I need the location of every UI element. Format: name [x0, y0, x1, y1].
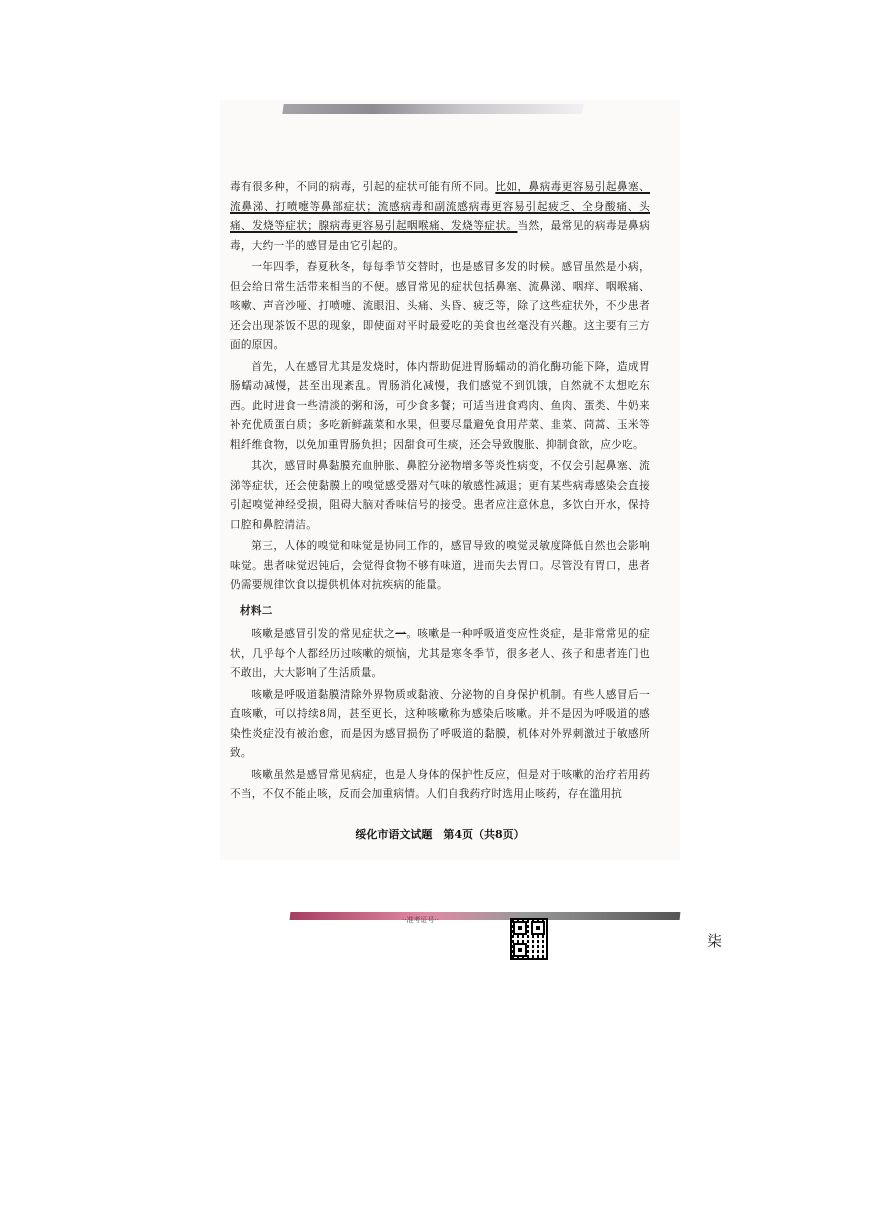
page-footer: 绥化市语文试题 第4页（共8页） — [355, 828, 525, 841]
exam-page — [230, 178, 650, 807]
paragraph-virus-types: 毒有很多种，不同的病毒，引起的症状可能有所不同。比如，鼻病毒更容易引起鼻塞、流鼻涕、打喷嚏等鼻部症状；流感病毒和副流感病毒更容易引起疲乏、全身酸痛、头痛、发烧等症状；腺病毒更容易引起咽喉痛、发烧等症状。当然，最常见的病毒是鼻病毒，大约一半的感冒是由它引起的。 — [230, 181, 650, 252]
paragraph-seasons: 一年四季，春夏秋冬，每每季节交替时，也是感冒多发的时候。感冒虽然是小病，但会给日常生活带来相当的不便。感冒常见的症状包括鼻塞、流鼻涕、咽痒、咽喉痛、咳嗽、声音沙哑、打喷嚏、流眼泪、头痛、头昏、疲乏等，除了这些症状外，不少患者还会出现茶饭不思的现象，即使面对平时最爱吃的美食也丝毫没有兴趣。这主要有三方面的原因。 — [230, 261, 650, 351]
qr-code-icon — [510, 918, 548, 960]
bottom-edge-text: ··准考证号·· — [402, 916, 439, 924]
paragraph-cough-mechanism: 咳嗽是呼吸道黏膜清除外界物质或黏液、分泌物的自身保护机制。有些人感冒后一直咳嗽，可以持续8周，甚至更长，这种咳嗽称为感染后咳嗽。并不是因为呼吸道的感染性炎症没有被治愈，而是因为感冒损伤了呼吸道的黏膜，机体对外界刺激过于敏感所致。 — [230, 688, 650, 759]
underlined-sentence: 比如，鼻病毒更容易引起鼻塞、流鼻涕、打喷嚏等鼻部症状；流感病毒和副流感病毒更容易引起疲乏、全身酸痛、头痛、发烧等症状；腺病毒更容易引起咽喉痛、发烧等症状。 — [230, 181, 650, 232]
qr-finder — [513, 921, 527, 935]
scan-top-edge — [282, 104, 583, 114]
side-character: 柒 — [707, 932, 723, 950]
struck-char: 一 — [395, 628, 407, 640]
scan-bottom-edge — [290, 912, 681, 920]
paragraph-third-reason: 第三，人体的嗅觉和味觉是协同工作的，感冒导致的嗅觉灵敏度降低自然也会影响味觉。患者味觉迟钝后，会觉得食物不够有味道，进而失去胃口。尽管没有胃口，患者仍需要规律饮食以提供机体对抗疾病的能量。 — [230, 540, 650, 591]
paragraph-first-reason: 首先，人在感冒尤其是发烧时，体内帮助促进胃肠蠕动的消化酶功能下降，造成胃肠蠕动减慢，甚至出现紊乱。胃肠消化减慢，我们感觉不到饥饿，自然就不太想吃东西。此时进食一些清淡的粥和汤，可少食多餐；可适当进食鸡肉、鱼肉、蛋类、牛奶来补充优质蛋白质；多吃新鲜蔬菜和水果，但要尽量避免食用芹菜、韭菜、茼蒿、玉米等粗纤维食物，以免加重胃肠负担；因甜食可生痰，还会导致腹胀、抑制食欲，应少吃。 — [230, 360, 650, 451]
material-two-heading: 材料二 — [240, 604, 273, 617]
paragraph-second-reason: 其次，感冒时鼻黏膜充血肿胀、鼻腔分泌物增多等炎性病变，不仅会引起鼻塞、流涕等症状，还会使黏膜上的嗅觉感受器对气味的敏感性减退；更有某些病毒感染会直接引起嗅觉神经受损，阻碍大脑对香味信号的接受。患者应注意休息，多饮白开水，保持口腔和鼻腔清洁。 — [230, 460, 650, 531]
qr-finder — [531, 921, 545, 935]
qr-finder — [513, 943, 527, 957]
paragraph-cough-intro: 咳嗽是感冒引发的常见症状之一。咳嗽是一种呼吸道变应性炎症，是非常常见的症状，几乎每个人都经历过咳嗽的烦恼，尤其是寒冬季节，很多老人、孩子和患者连门也不敢出，大大影响了生活质量。 — [230, 628, 650, 679]
paragraph-cough-treatment: 咳嗽虽然是感冒常见病症，也是人身体的保护性反应，但是对于咳嗽的治疗若用药不当，不仅不能止咳，反而会加重病情。人们自我药疗时选用止咳药，存在滥用抗 — [230, 768, 650, 800]
